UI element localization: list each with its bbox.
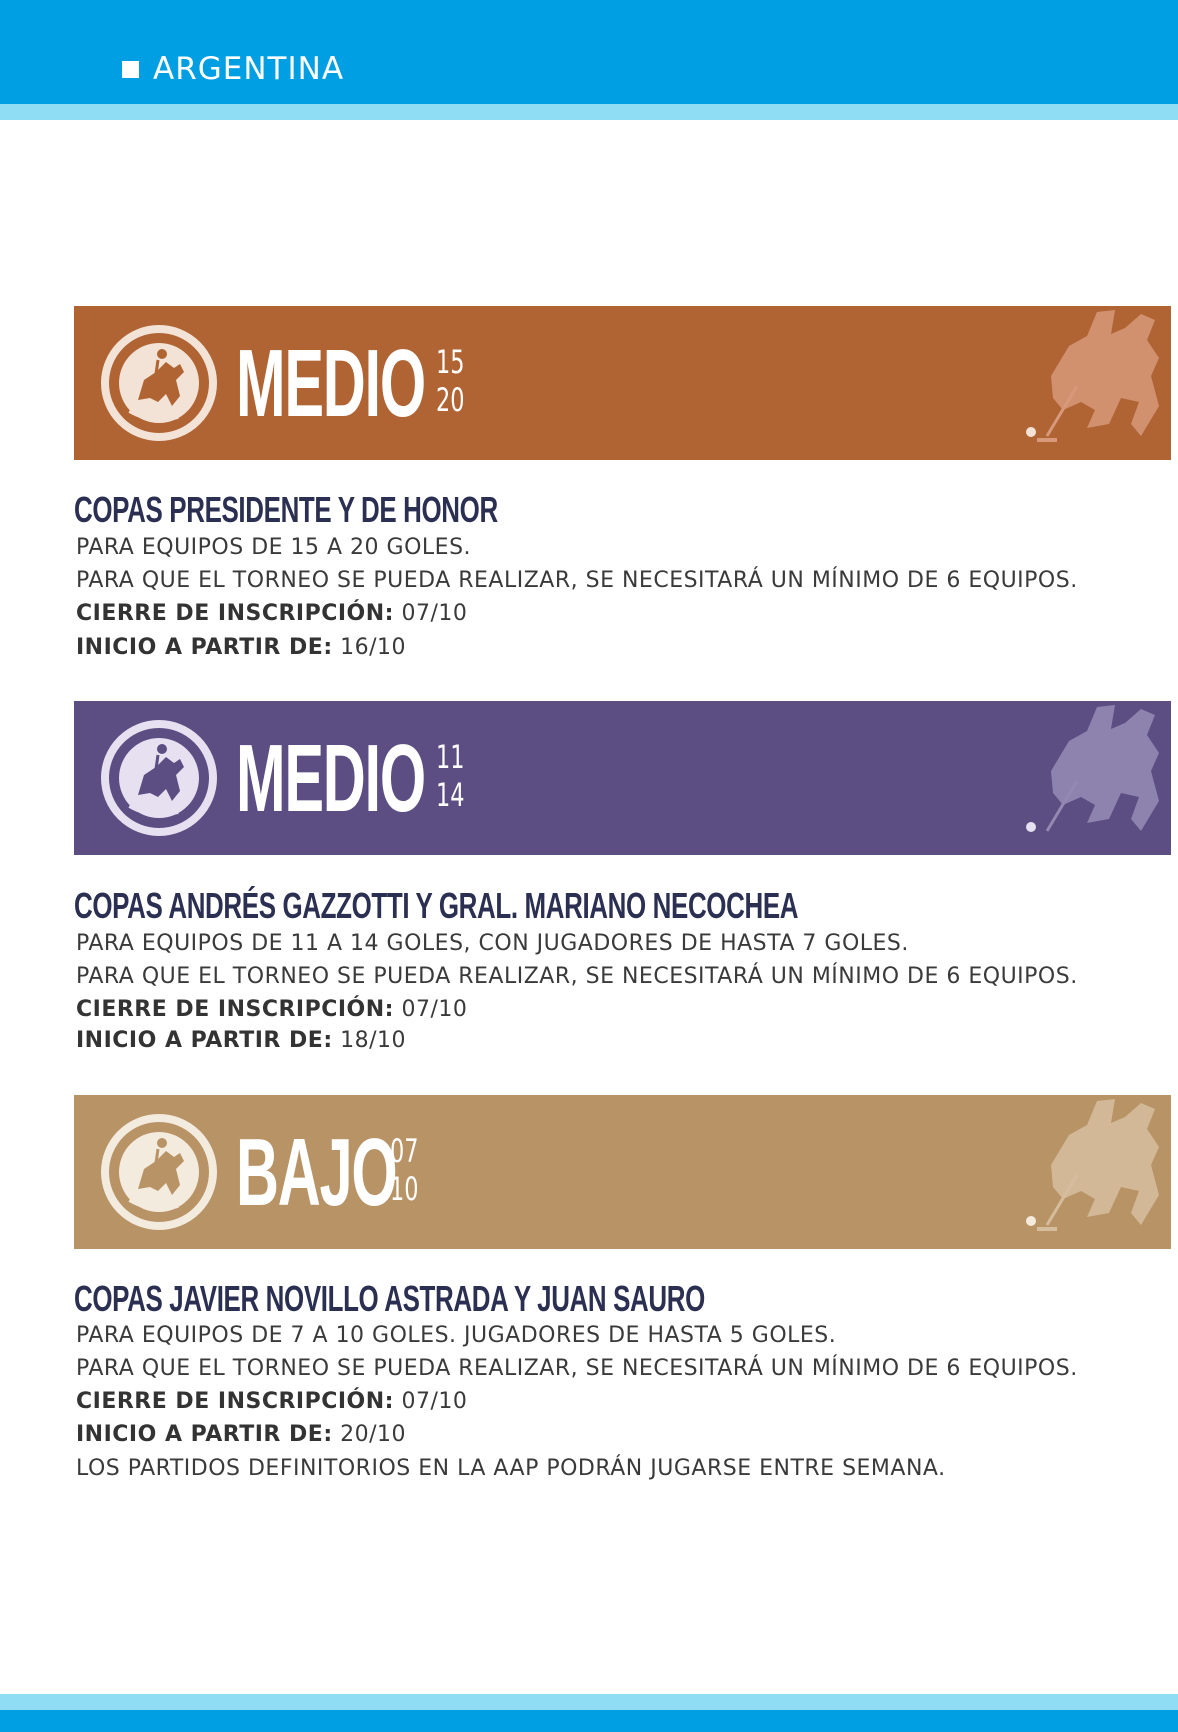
start-date-row	[76, 1027, 406, 1055]
closing-date-row	[76, 1388, 467, 1416]
start-date-row	[76, 1421, 406, 1449]
level-word: MEDIO	[236, 725, 425, 832]
tournament-description: PARA EQUIPOS DE 7 A 10 GOLES. JUGADORES DE HASTA 5 GOLES.	[76, 1323, 837, 1348]
goal-range-top: 07	[390, 1132, 419, 1170]
square-bullet-icon	[122, 61, 139, 78]
polo-logo-icon	[100, 324, 218, 442]
tournament-title: COPAS JAVIER NOVILLO ASTRADA Y JUAN SAURO	[74, 1278, 705, 1319]
polo-logo-icon	[100, 719, 218, 837]
footer-stripe	[0, 1694, 1178, 1710]
polo-player-silhouette-icon	[991, 701, 1171, 855]
goal-range-bottom: 14	[436, 776, 465, 814]
header-stripe	[0, 104, 1178, 120]
start-date-value: 16/10	[340, 635, 407, 660]
closing-date-label: CIERRE DE INSCRIPCIÓN:	[76, 997, 394, 1022]
closing-date-value: 07/10	[401, 1389, 468, 1414]
tournament-requirement: PARA QUE EL TORNEO SE PUEDA REALIZAR, SE NECESITARÁ UN MÍNIMO DE 6 EQUIPOS.	[76, 1356, 1078, 1381]
start-date-label: INICIO A PARTIR DE:	[76, 1422, 333, 1447]
level-word: MEDIO	[236, 330, 425, 437]
start-date-label: INICIO A PARTIR DE:	[76, 1028, 333, 1053]
polo-player-silhouette-icon	[991, 306, 1171, 460]
tournament-banner	[74, 1095, 1171, 1249]
tournament-title: COPAS PRESIDENTE Y DE HONOR	[74, 489, 498, 530]
start-date-value: 20/10	[340, 1422, 407, 1447]
closing-date-label: CIERRE DE INSCRIPCIÓN:	[76, 1389, 394, 1414]
tournament-requirement: PARA QUE EL TORNEO SE PUEDA REALIZAR, SE NECESITARÁ UN MÍNIMO DE 6 EQUIPOS.	[76, 964, 1078, 989]
start-date-row	[76, 634, 406, 662]
closing-date-row	[76, 600, 467, 628]
closing-date-value: 07/10	[401, 601, 468, 626]
goal-range-top: 11	[436, 738, 465, 776]
level-word: BAJO	[236, 1119, 397, 1226]
tournament-title: COPAS ANDRÉS GAZZOTTI Y GRAL. MARIANO NECOCHEA	[74, 885, 799, 926]
goal-range-top: 15	[436, 343, 465, 381]
closing-date-label: CIERRE DE INSCRIPCIÓN:	[76, 601, 394, 626]
closing-date-value: 07/10	[401, 997, 468, 1022]
start-date-value: 18/10	[340, 1028, 407, 1053]
tournament-note: LOS PARTIDOS DEFINITORIOS EN LA AAP PODRÁN JUGARSE ENTRE SEMANA.	[76, 1456, 946, 1481]
goal-range-bottom: 20	[436, 381, 465, 419]
closing-date-row	[76, 996, 467, 1024]
tournament-requirement: PARA QUE EL TORNEO SE PUEDA REALIZAR, SE NECESITARÁ UN MÍNIMO DE 6 EQUIPOS.	[76, 568, 1078, 593]
section-title: ARGENTINA	[153, 51, 345, 87]
polo-player-silhouette-icon	[991, 1095, 1171, 1249]
goal-range-bottom: 10	[390, 1170, 419, 1208]
tournament-banner	[74, 701, 1171, 855]
tournament-banner	[74, 306, 1171, 460]
tournament-description: PARA EQUIPOS DE 11 A 14 GOLES, CON JUGADORES DE HASTA 7 GOLES.	[76, 931, 909, 956]
tournament-description: PARA EQUIPOS DE 15 A 20 GOLES.	[76, 535, 472, 560]
footer-bar	[0, 1710, 1178, 1732]
polo-logo-icon	[100, 1113, 218, 1231]
start-date-label: INICIO A PARTIR DE:	[76, 635, 333, 660]
